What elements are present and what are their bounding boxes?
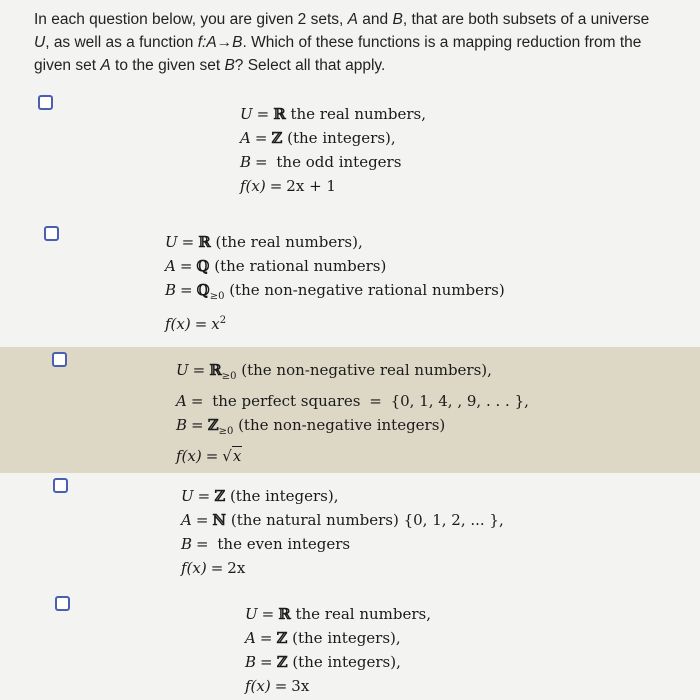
set-b-definition: B = the odd integers	[240, 153, 402, 171]
set-b-definition: B = ℚ$_{\ge 0}$ (the non-negative rational numbers)	[165, 281, 505, 302]
universe-definition: U = ℝ the real numbers,	[240, 105, 427, 123]
function-definition: f(x) = 2x + 1	[240, 177, 336, 195]
function-definition: f(x) = 3x	[245, 677, 310, 695]
option-4-checkbox[interactable]	[53, 478, 68, 493]
set-b-symbol: B	[224, 57, 235, 74]
answer-option-3	[0, 347, 700, 473]
option-3-definitions	[176, 358, 529, 468]
prompt-text: , that are both subsets of a universe	[402, 11, 650, 28]
prompt-text: ? Select all that apply.	[234, 57, 386, 74]
set-b-symbol: B	[392, 11, 403, 28]
answer-option-2	[0, 218, 700, 343]
option-4-definitions	[181, 484, 504, 580]
prompt-text: In each question below, you are given 2 sets,	[34, 11, 348, 28]
option-5-definitions	[245, 602, 431, 698]
sqrt-symbol: √x	[222, 447, 242, 465]
answer-option-5	[0, 592, 700, 700]
set-b-definition: B = ℤ (the integers),	[245, 653, 401, 671]
set-b-definition: B = ℤ$_{\ge 0}$ (the non-negative integers)	[176, 416, 446, 437]
universe-definition: U = ℝ the real numbers,	[245, 605, 432, 623]
set-b-definition: B = the even integers	[181, 535, 351, 553]
prompt-text: , as well as a function	[45, 34, 198, 51]
set-a-symbol: A	[347, 11, 358, 28]
set-a-definition: A = ℤ (the integers),	[245, 629, 401, 647]
option-1-checkbox[interactable]	[38, 95, 53, 110]
set-a-definition: A = ℤ (the integers),	[240, 129, 396, 147]
prompt-text: to the given set	[110, 57, 225, 74]
answer-option-1	[0, 88, 700, 208]
question-prompt	[34, 8, 654, 77]
function-definition: f(x) = √x	[176, 444, 529, 468]
prompt-text: and	[358, 11, 393, 28]
option-5-checkbox[interactable]	[55, 596, 70, 611]
option-2-checkbox[interactable]	[44, 226, 59, 241]
function-definition: $f(x) = x^2$	[165, 315, 227, 333]
universe-definition: U = ℝ$_{\ge 0}$ (the non-negative real numbers),	[176, 361, 492, 382]
universe-definition: U = ℝ (the real numbers),	[165, 233, 363, 251]
option-3-checkbox[interactable]	[52, 352, 67, 367]
universe-definition: U = ℤ (the integers),	[181, 487, 339, 505]
function-definition: f(x) = 2x	[181, 559, 246, 577]
function-symbol: f:A→B	[197, 34, 243, 51]
prompt-text: . Which of these functions is a mapping reduction from the given set	[34, 34, 642, 74]
set-a-symbol: A	[100, 57, 111, 74]
set-a-definition: A = ℕ (the natural numbers) {0, 1, 2, ... },	[181, 511, 504, 529]
set-a-definition: A = ℚ (the rational numbers)	[165, 257, 387, 275]
option-2-definitions	[165, 230, 505, 336]
set-a-definition: A = the perfect squares = {0, 1, 4, , 9, . . . },	[176, 392, 529, 410]
universe-symbol: U	[34, 34, 46, 51]
option-1-definitions	[240, 102, 426, 198]
answer-option-4	[0, 473, 700, 583]
